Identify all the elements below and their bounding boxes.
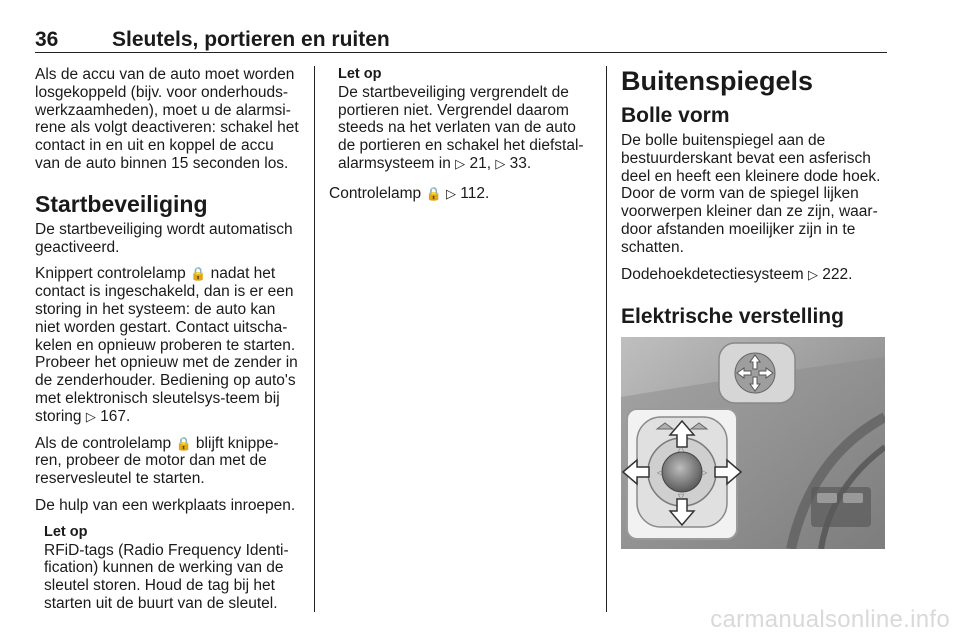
mirror-adjust-knob (662, 452, 702, 492)
text-run: nadat het contact is ingeschakeld, dan is er een storing in het systeem: de auto kan niet worden gestart. Contact uitscha-kelen en opnieuw proberen te starten. Probeer het opnieuw met de zender in de zenderhouder. Bediening op auto's met elektronisch sleutelsys-teem bij storing (35, 265, 298, 425)
note-box-locking (338, 66, 591, 173)
svg-text:▽: ▽ (678, 492, 685, 502)
reference-arrow-icon: ▷ (455, 155, 466, 171)
text-run: Controlelamp (329, 184, 426, 202)
reference-arrow-icon: ▷ (807, 266, 818, 282)
note-title: Let op (44, 523, 88, 540)
note-text: De startbeveiliging vergrendelt de portieren niet. Vergrendel daarom steeds na het verlaten van de auto de portieren en schakel het diefstal-alarmsysteem in (338, 83, 584, 172)
note-text: RFiD-tags (Radio Frequency Identi-fication) kunnen de werking van de sleutel storen. Houd de tag bij het starten uit de buurt van de sleutel. (44, 541, 289, 612)
column-divider-2 (606, 66, 607, 612)
watermark: carmanualsonline.info (710, 606, 950, 633)
page-reference: 112. (456, 184, 490, 202)
immobiliser-lamp-icon: 🔒 (190, 266, 207, 282)
svg-text:▷: ▷ (701, 468, 708, 478)
convex-heading: Bolle vorm (621, 104, 730, 127)
reference-arrow-icon: ▷ (495, 155, 506, 171)
column-2 (329, 66, 591, 212)
immobiliser-heading: Startbeveiliging (35, 190, 208, 217)
svg-text:◁: ◁ (657, 468, 664, 478)
page-reference: 167. (95, 407, 131, 425)
note-box-rfid (44, 524, 299, 613)
immobiliser-auto-paragraph: De startbeveiliging wordt automatisch geactiveerd. (35, 220, 293, 256)
reference-arrow-icon: ▷ (446, 185, 456, 201)
page-number: 36 (35, 28, 59, 51)
workshop-paragraph: De hulp van een werkplaats inroepen. (35, 496, 296, 514)
text-run: Als de controlelamp (35, 434, 176, 452)
immobiliser-lamp-icon: 🔒 (175, 435, 192, 451)
note-title: Let op (338, 66, 382, 82)
svg-text:△: △ (678, 444, 685, 454)
immobiliser-lamp-icon: 🔒 (425, 185, 442, 201)
column-3 (621, 66, 887, 549)
header-rule (35, 52, 887, 53)
page-reference: 222. (817, 265, 853, 283)
mirrors-heading: Buitenspiegels (621, 66, 814, 96)
text-run: blijft knippe-ren, probeer de motor dan met de reservesleutel te starten. (35, 434, 279, 488)
immobiliser-flash-paragraph (35, 265, 299, 425)
spare-key-paragraph (35, 435, 299, 488)
page-reference: 33. (505, 154, 532, 172)
column-divider-1 (314, 66, 315, 612)
electric-adjustment-heading: Elektrische verstelling (621, 305, 844, 329)
control-lamp-paragraph (329, 185, 591, 203)
reference-arrow-icon: ▷ (85, 408, 96, 424)
text-run: Knippert controlelamp (35, 265, 191, 283)
column-1 (35, 66, 299, 622)
blind-spot-paragraph (621, 266, 887, 284)
battery-paragraph: Als de accu van de auto moet worden losgekoppeld (bijv. voor onderhouds-werkzaamheden), moet u de alarmsi-rene als volgt deactiveren: schakel het contact in en uit en koppel de accu van de auto binnen 15 seconden los. (35, 66, 299, 172)
text-run: Dodehoekdetectiesysteem (621, 265, 808, 283)
page-reference: 21, (465, 154, 496, 172)
chapter-title: Sleutels, portieren en ruiten (112, 28, 390, 51)
convex-paragraph: De bolle buitenspiegel aan de bestuurderskant bevat een asferisch deel en heeft een kleinere dode hoek. Door de vorm van de spiegel lijken voorwerpen kleiner dan ze zijn, waar-door afstanden moeilijker zijn in te schatten. (621, 132, 881, 256)
mirror-adjustment-illustration (621, 337, 885, 549)
